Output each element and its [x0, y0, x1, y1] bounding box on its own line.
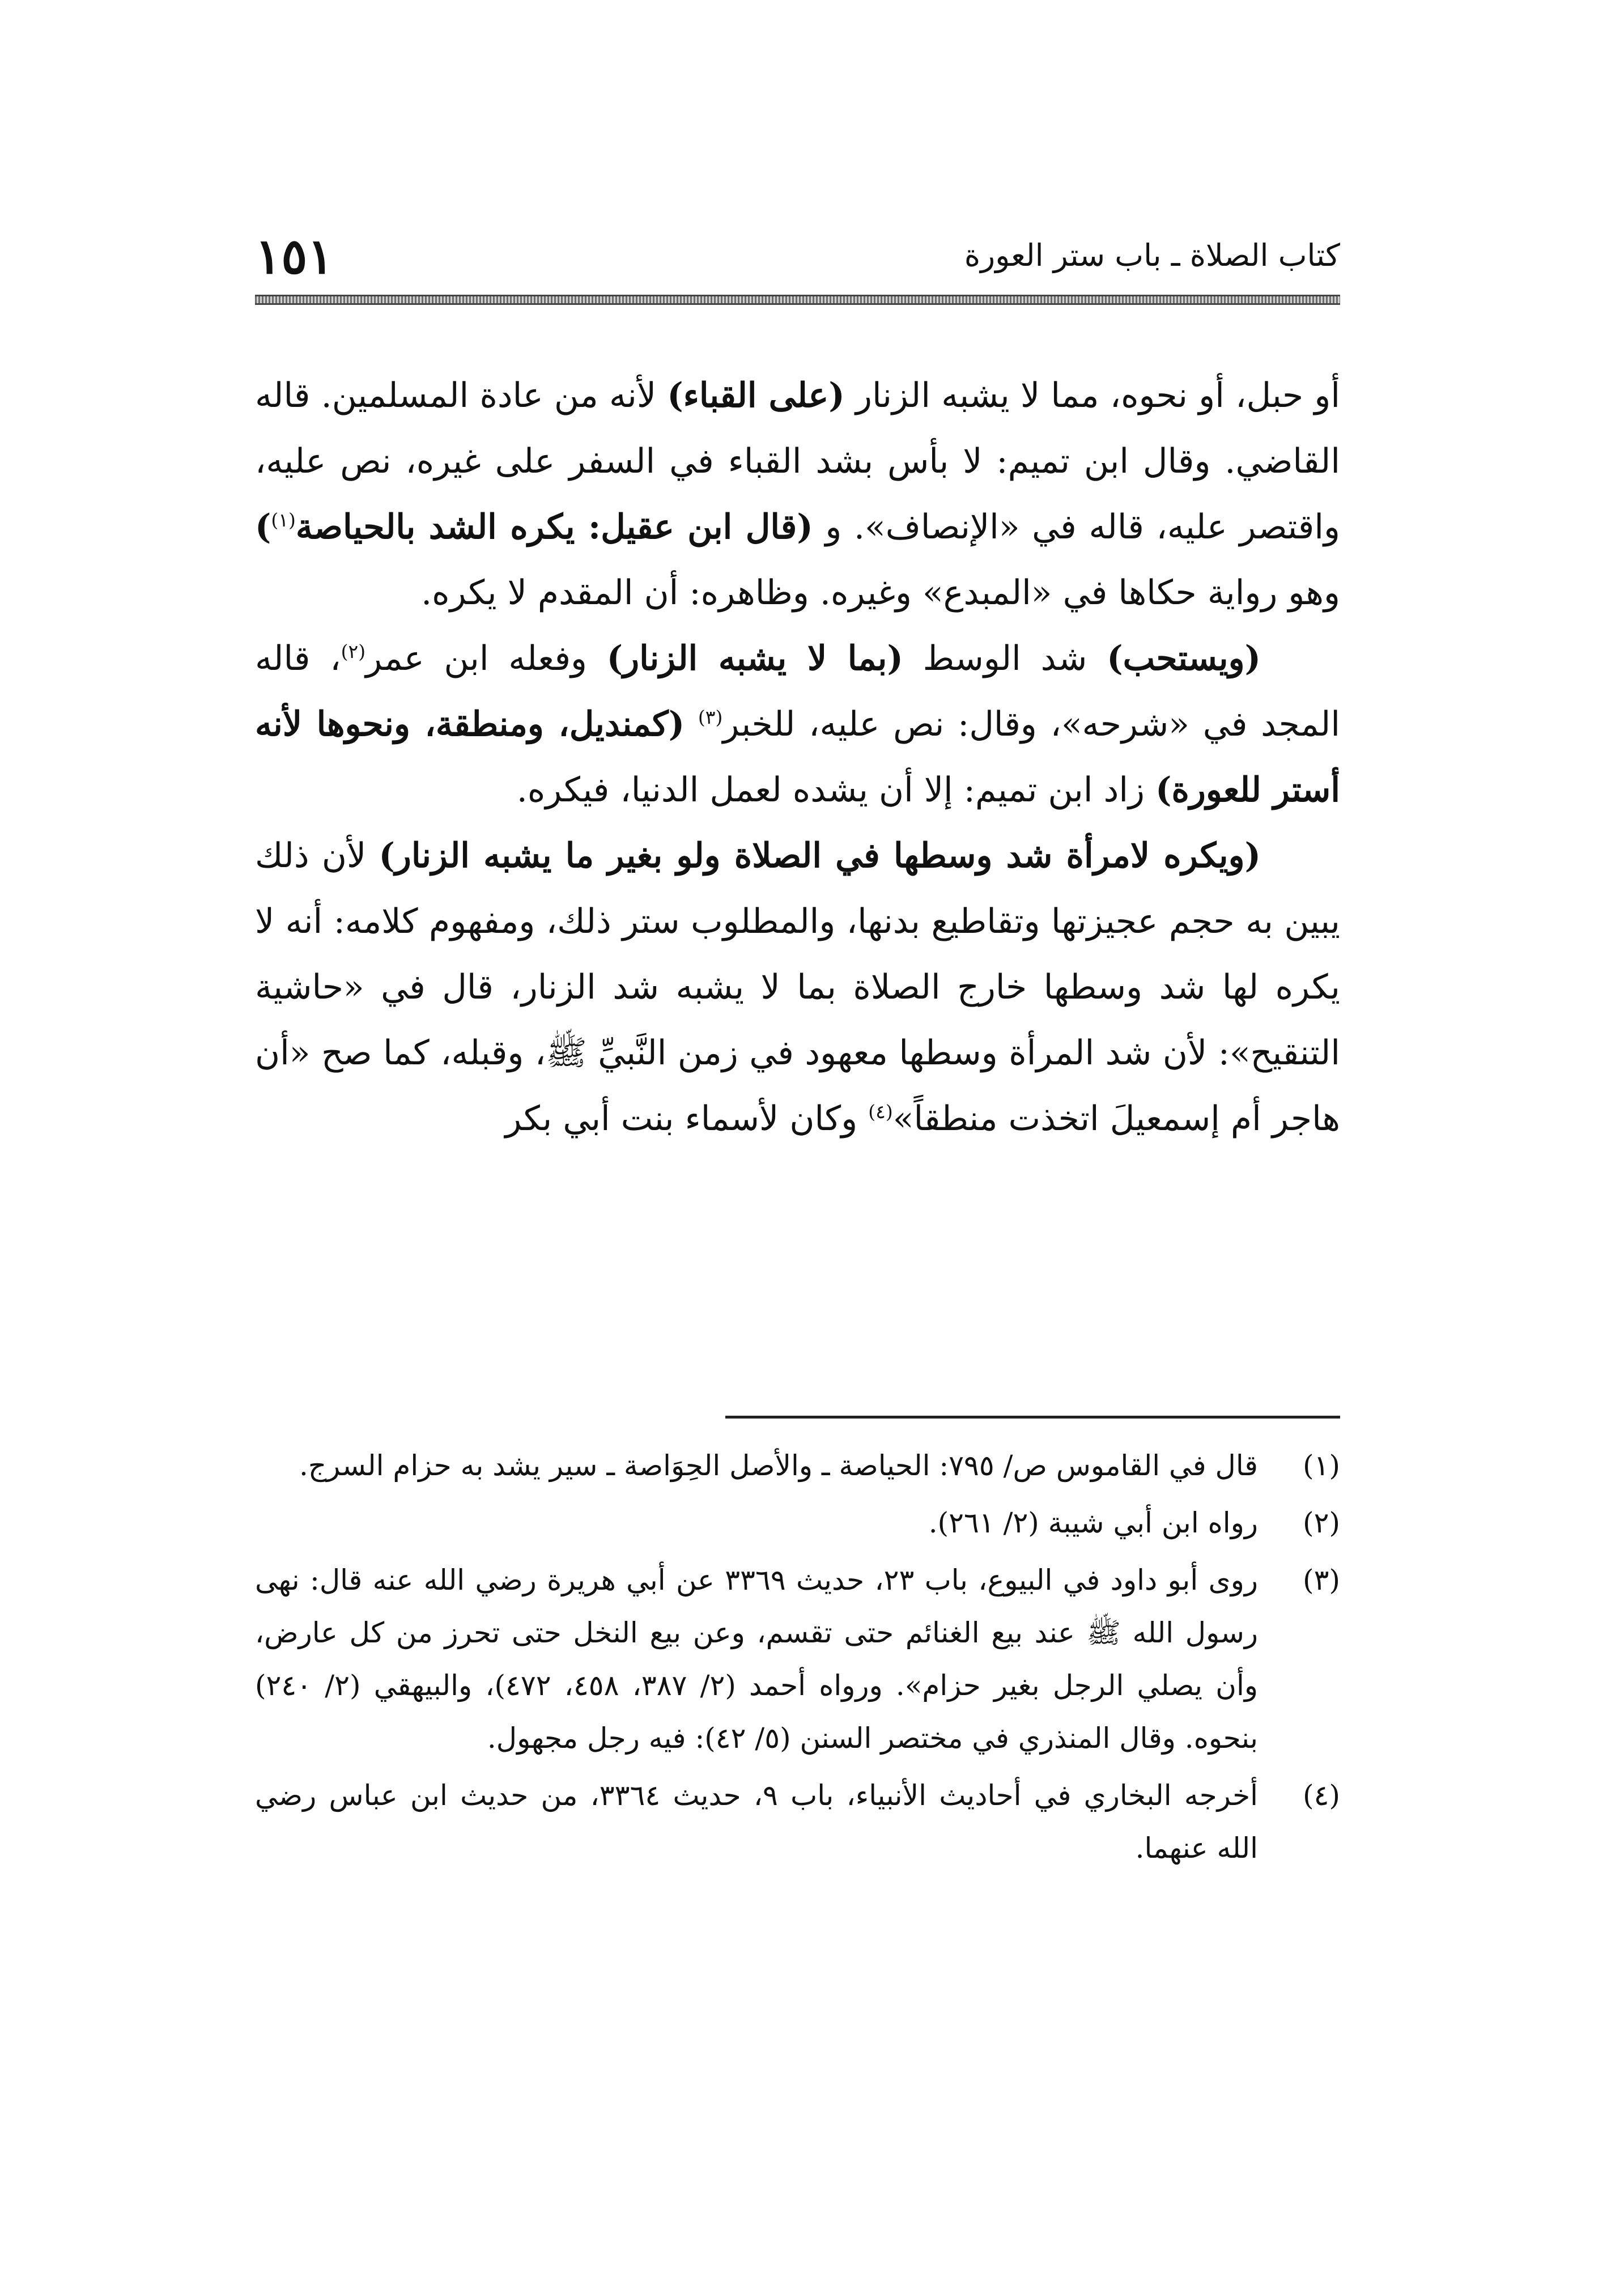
footnote-3 [255, 1554, 1340, 1765]
matn-text: (ويكره لامرأة شد وسطها في الصلاة ولو بغير ما يشبه الزنار) [379, 836, 1261, 876]
paragraph-3 [255, 823, 1340, 1152]
text-run [685, 704, 698, 744]
matn-text: (قال ابن عقيل: يكره الشد بالحياصة [295, 507, 813, 547]
text-run: زاد ابن تميم: إلا أن يشده لعمل الدنيا، فيكره. [516, 770, 1156, 810]
text-run: أو حبل، أو نحوه، مما لا يشبه الزنار [844, 376, 1340, 415]
footnotes [255, 1440, 1340, 1879]
paragraph-2 [255, 626, 1340, 823]
text-run: وكان لأسماء بنت أبي بكر [505, 1099, 869, 1139]
footnote-ref: (٣) [698, 706, 723, 728]
matn-text: (ويستحب) [1107, 639, 1261, 678]
footnote-number: (٣) [1303, 1564, 1340, 1596]
matn-text: (بما لا يشبه الزنار) [606, 639, 903, 678]
main-text [255, 363, 1340, 1152]
footnote-4 [255, 1769, 1340, 1875]
footnote-ref: (١) [271, 509, 296, 531]
text-run: ، قاله المجد في «شرحه»، وقال: نص عليه، للخبر [255, 639, 1341, 744]
running-title: كتاب الصلاة ـ باب ستر العورة [964, 237, 1340, 273]
footnote-number: (٢) [1303, 1506, 1340, 1539]
page-header [255, 227, 1340, 295]
matn-text: ) [255, 507, 271, 547]
text-run: وفعله ابن عمر [365, 639, 607, 678]
footnote-ref: (٤) [868, 1101, 893, 1123]
text-run: وهو رواية حكاها في «المبدع» وغيره. وظاهره: أن المقدم لا يكره. [421, 573, 1340, 613]
footnote-number: (٤) [1303, 1779, 1340, 1812]
page-number: ١٥١ [255, 228, 334, 285]
paragraph-1 [255, 363, 1340, 626]
footnote-separator [725, 1416, 1340, 1419]
header-rule [255, 295, 1340, 305]
matn-text: (على القباء) [667, 376, 845, 415]
footnote-text: روى أبو داود في البيوع، باب ٢٣، حديث ٣٣٦٩ عن أبي هريرة رضي الله عنه قال: نهى رسول الله ﷺ عند بيع الغنائم حتى تقسم، وعن بيع النخل حتى تحرز من كل عارض، وأن يصلي الرجل بغير حزام». ورواه أحمد (٢/ ٣٨٧، ٤٥٨، ٤٧٢)، والبيهقي (٢/ ٢٤٠) بنحوه. وقال المنذري في مختصر السنن (٥/ ٤٢): فيه رجل مجهول. [255, 1564, 1258, 1755]
footnote-text: أخرجه البخاري في أحاديث الأنبياء، باب ٩، حديث ٣٣٦٤، من حديث ابن عباس رضي الله عنهما. [255, 1779, 1259, 1865]
text-run: لأن ذلك يبين به حجم عجيزتها وتقاطيع بدنها، والمطلوب ستر ذلك، ومفهوم كلامه: أنه لا يكره لها شد وسطها خارج الصلاة بما لا يشبه شد الزنار، قال في «حاشية التنقيح»: لأن شد المرأة وسطها معهود في زمن النَّبيِّ ﷺ، وقبله، كما صح «أن هاجر أم إسمعيلَ اتخذت منطقاً» [255, 836, 1340, 1139]
footnote-text: قال في القاموس ص/ ٧٩٥: الحياصة ـ والأصل الحِوَاصة ـ سير يشد به حزام السرج. [299, 1449, 1258, 1482]
footnote-number: (١) [1303, 1449, 1340, 1482]
footnote-1 [255, 1440, 1340, 1492]
footnote-ref: (٢) [341, 640, 366, 663]
footnote-2 [255, 1497, 1340, 1549]
matn-text: (كمنديل، ومنطقة، ونحوها لأنه أستر للعورة) [255, 704, 1340, 810]
footnote-text: رواه ابن أبي شيبة (٢/ ٢٦١). [928, 1506, 1258, 1539]
text-run: لأنه من عادة المسلمين. قاله القاضي. وقال ابن تميم: لا بأس بشد القباء في السفر على غيره، نص عليه، واقتصر عليه، قاله في «الإنصاف». و [255, 376, 1340, 547]
text-run: شد الوسط [903, 639, 1107, 678]
